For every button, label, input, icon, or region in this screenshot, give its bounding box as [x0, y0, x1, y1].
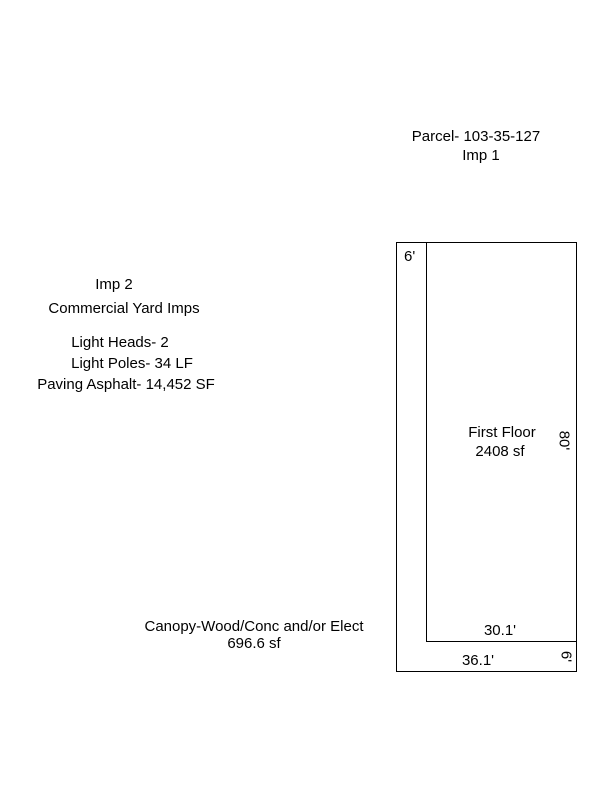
imp2-item-paving-asphalt: Paving Asphalt- 14,452 SF: [37, 376, 215, 393]
imp2-item-light-poles: Light Poles- 34 LF: [71, 355, 193, 372]
parcel-label: Parcel- 103-35-127: [411, 128, 541, 145]
canopy-area: 696.6 sf: [227, 635, 281, 652]
dim-canopy-width-top: 6': [404, 248, 416, 265]
imp2-item-light-heads: Light Heads- 2: [71, 334, 169, 351]
dim-floor-width: 30.1': [483, 622, 517, 639]
first-floor-area: 2408 sf: [475, 443, 525, 460]
parcel-imp-label: Imp 1: [462, 147, 500, 164]
dim-overall-width: 36.1': [461, 652, 495, 669]
canopy-name: Canopy-Wood/Conc and/or Elect: [144, 618, 364, 635]
first-floor-name: First Floor: [468, 424, 536, 441]
dim-canopy-depth-bottom: 6': [557, 650, 575, 663]
dim-floor-depth: 80': [555, 430, 573, 451]
imp2-subtitle: Commercial Yard Imps: [48, 300, 200, 317]
imp2-title: Imp 2: [95, 276, 133, 293]
